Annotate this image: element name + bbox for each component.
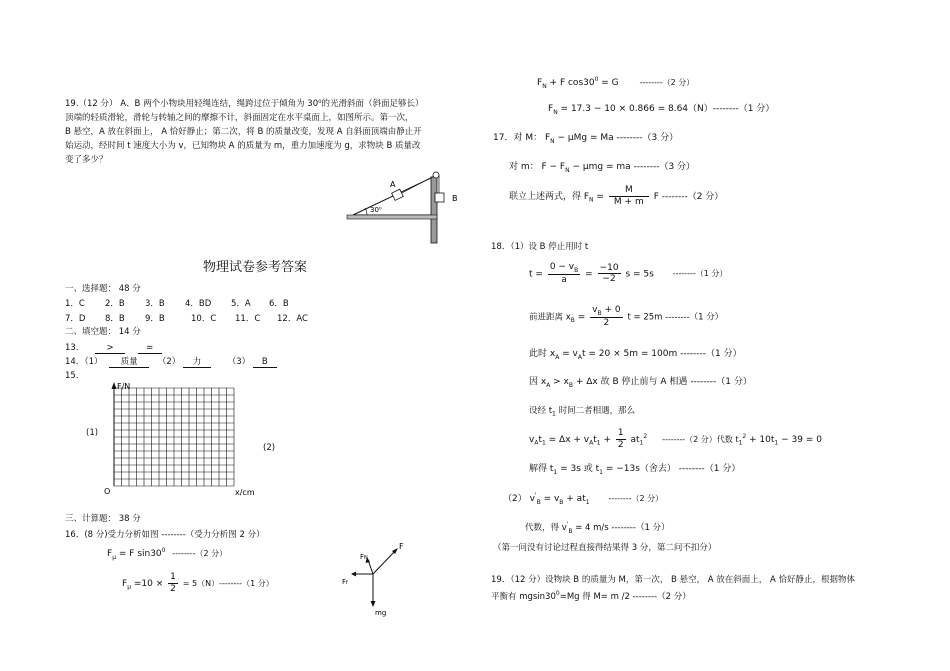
eq-sub: B bbox=[570, 317, 575, 325]
q13-answer bbox=[65, 343, 162, 354]
eq-text: = 3s 或 t bbox=[557, 464, 600, 474]
eq-text: t bbox=[593, 434, 597, 445]
q18-eq-3 bbox=[529, 349, 742, 361]
label-text: F bbox=[342, 578, 347, 586]
eq-sub: 1 bbox=[596, 439, 601, 447]
mc-answer: 10．C bbox=[191, 314, 217, 324]
eq-sub: 1 bbox=[553, 468, 558, 476]
eq-sub: 1 bbox=[541, 439, 546, 447]
eq-text: 代数，得 v bbox=[525, 523, 567, 533]
eq-text: F bbox=[107, 549, 113, 559]
graph-x-label: x/cm bbox=[235, 488, 255, 497]
q18-heading: 18．（1）设 B 停止用时 t bbox=[491, 242, 589, 252]
eq-r2 bbox=[548, 104, 774, 116]
eq-text: = bbox=[585, 269, 593, 280]
frac-den: 2 bbox=[603, 317, 610, 328]
eq-text: at bbox=[630, 434, 640, 445]
q19-answer-line-2 bbox=[491, 590, 691, 602]
eq-text: t = 20 × 5m = 100m --------（1 分） bbox=[582, 349, 742, 359]
incline-diagram bbox=[345, 165, 470, 245]
q18-eq-6 bbox=[529, 428, 822, 451]
mc-answer: 6．B bbox=[269, 299, 289, 309]
frac-den: 2 bbox=[170, 583, 176, 594]
section2-heading: 二、填空题： 14 分 bbox=[65, 327, 141, 337]
frac-den: a bbox=[561, 274, 567, 285]
q14-blank-1: 质量 bbox=[109, 357, 149, 368]
q18-note: （第一问没有讨论过程直接得结果得 3 分，第二问不扣分） bbox=[493, 543, 717, 553]
eq-text: = G bbox=[598, 78, 619, 88]
eq-score: --------（2 分）代数 t bbox=[662, 434, 739, 444]
mc-answer: 2．B bbox=[105, 299, 125, 309]
label-text: F bbox=[360, 553, 365, 561]
eq-sup: ' bbox=[534, 492, 537, 499]
section1-heading: 一、选择题： 48 分 bbox=[65, 284, 141, 294]
graph-origin: O bbox=[104, 487, 111, 496]
force-f-label: F bbox=[399, 542, 404, 551]
eq-score: --------（2 分） bbox=[639, 78, 695, 87]
frac-den: M + m bbox=[613, 196, 644, 207]
eq-text: − 39 = 0 bbox=[778, 434, 822, 445]
eq-sub: N bbox=[542, 82, 547, 90]
eq-score: --------（1 分） bbox=[672, 269, 728, 279]
q14-blank-3: B bbox=[253, 357, 277, 368]
q16-eq-2 bbox=[122, 572, 274, 595]
mc-answer: 7．D bbox=[65, 314, 86, 324]
eq-sub: μ bbox=[112, 553, 117, 561]
graph-mark-1: (1) bbox=[86, 428, 99, 438]
q17-eq-2 bbox=[509, 162, 695, 174]
q18-eq-4 bbox=[529, 377, 752, 389]
q14-label: 14．（1） bbox=[65, 357, 103, 367]
eq-text: F bbox=[537, 78, 543, 88]
eq-text: =Mg 得 M= m /2 --------（2 分） bbox=[559, 591, 691, 602]
label-sub: f bbox=[346, 580, 348, 586]
mc-row-1 bbox=[65, 299, 309, 309]
mc-answer: 4．BD bbox=[185, 299, 212, 309]
eq-sub: A bbox=[534, 439, 539, 447]
q15-label: 15． bbox=[65, 371, 85, 381]
q19-line-1: 19.（12 分） A、B 两个小物块用轻绳连结，绳跨过位于倾角为 30⁰的光滑斜面（斜面足够长） bbox=[65, 99, 424, 109]
eq-text: + 10t bbox=[746, 434, 775, 445]
eq-sup: 0 bbox=[555, 590, 560, 597]
eq-sub: 1 bbox=[738, 439, 743, 447]
eq-sub: B bbox=[597, 309, 602, 317]
eq-text: = 5（N）--------（1 分） bbox=[182, 578, 274, 588]
eq-text: 联立上述两式，得 F bbox=[509, 191, 590, 202]
q19-line-2: 顶端的轻质滑轮，滑轮与转轴之间的摩擦不计，斜面固定在水平桌面上，如图所示。第一次， bbox=[65, 113, 414, 123]
eq-text: v bbox=[529, 434, 535, 445]
eq-text: − μMg = Ma --------（3 分） bbox=[554, 133, 679, 143]
eq-sub: μ bbox=[127, 583, 132, 591]
eq-fraction bbox=[548, 262, 580, 286]
q19-line-3: B 悬空，A 放在斜面上， A 恰好静止；第二次，将 B 的质量改变，发现 A 自斜面顶端由静止开 bbox=[65, 127, 422, 137]
graph-mark-2: (2) bbox=[263, 443, 276, 453]
q15-graph bbox=[80, 378, 280, 503]
frac-num: −10 bbox=[599, 262, 619, 273]
eq-sub: N bbox=[589, 196, 594, 204]
eq-text: + bbox=[600, 434, 612, 445]
eq-text: 因 x bbox=[529, 377, 547, 387]
eq-fraction bbox=[609, 185, 649, 208]
graph-y-label: F/N bbox=[117, 382, 131, 391]
eq-text: = v bbox=[559, 349, 578, 359]
eq-text: =10 × bbox=[131, 578, 164, 589]
mc-answer: 5．A bbox=[231, 299, 251, 309]
eq-score: --------（2 分） bbox=[172, 549, 228, 558]
eq-text: 0 − v bbox=[549, 262, 575, 272]
eq-fraction bbox=[598, 263, 621, 286]
eq-text: + 0 bbox=[601, 305, 621, 315]
eq-text: 平衡有 mgsin30 bbox=[491, 591, 556, 602]
q19-line-5: 变了多少？ bbox=[65, 155, 108, 165]
eq-text: t = bbox=[529, 269, 543, 280]
eq-fraction bbox=[616, 428, 626, 451]
q18-eq-1 bbox=[529, 262, 727, 286]
q18-part-2 bbox=[503, 492, 663, 506]
eq-text: t = 25m --------（1 分） bbox=[627, 312, 724, 323]
eq-text: = F sin30 bbox=[116, 549, 162, 559]
eq-sub: A bbox=[555, 353, 560, 361]
eq-r1 bbox=[537, 76, 694, 90]
frac-num bbox=[590, 305, 622, 318]
eq-sup: 0 bbox=[161, 547, 166, 554]
eq-sup: ' bbox=[566, 521, 569, 528]
q13-blank-2: = bbox=[138, 343, 162, 354]
eq-sub: N bbox=[565, 166, 570, 174]
eq-text: > x bbox=[550, 377, 569, 387]
eq-sub: N bbox=[553, 108, 558, 116]
eq-text: + Δx 故 B 停止前与 A 相遇 --------（1 分） bbox=[573, 377, 752, 387]
eq-text: 解得 t bbox=[529, 464, 554, 474]
frac-den: −2 bbox=[602, 274, 616, 285]
q17-eq-1 bbox=[493, 133, 678, 145]
frac-num bbox=[548, 262, 580, 275]
frac-num: 1 bbox=[170, 572, 176, 582]
eq-text: = v bbox=[540, 494, 560, 504]
incline-label-angle: 30⁰ bbox=[370, 206, 382, 214]
eq-text: 前进距离 x bbox=[529, 312, 571, 323]
eq-fraction bbox=[590, 305, 622, 329]
eq-fraction bbox=[168, 572, 178, 595]
eq-sub: A bbox=[589, 439, 594, 447]
mc-answer: 11．C bbox=[235, 314, 261, 324]
frac-num: M bbox=[609, 185, 649, 197]
q18-eq-2 bbox=[529, 305, 723, 329]
eq-sub: 1 bbox=[585, 498, 590, 506]
mc-answer: 9．B bbox=[145, 314, 165, 324]
q14-part-3: （3） bbox=[227, 357, 251, 367]
eq-sub: B bbox=[568, 527, 573, 535]
eq-sub: B bbox=[568, 381, 574, 389]
force-diagram bbox=[340, 540, 420, 618]
eq-sub: A bbox=[546, 381, 551, 389]
eq-text: v bbox=[592, 305, 598, 315]
eq-text: 此时 x bbox=[529, 349, 556, 359]
q14-blank-2: 力 bbox=[183, 357, 211, 368]
force-mg-label: mg bbox=[375, 609, 387, 617]
q19-line-4: 始运动，经时间 t 速度大小为 v，已知物块 A 的质量为 m，重力加速度为 g，求物块 B 质量改 bbox=[65, 141, 421, 151]
q14-answer bbox=[65, 357, 277, 368]
force-ff-label bbox=[342, 578, 348, 586]
eq-text: + at bbox=[563, 494, 586, 504]
mc-answer: 8．B bbox=[105, 314, 125, 324]
eq-text: = −13s（舍去） --------（1 分） bbox=[602, 464, 741, 474]
eq-score: --------（2 分） bbox=[608, 494, 664, 503]
q14-part-2: （2） bbox=[157, 357, 181, 367]
eq-text: − μmg = ma --------（3 分） bbox=[569, 162, 696, 172]
q16-heading: 16．(8 分)受力分析如图 --------（受力分析图 2 分） bbox=[65, 530, 265, 540]
eq-text: F --------（2 分） bbox=[653, 191, 724, 202]
mc-answer: 12．AC bbox=[277, 314, 308, 324]
eq-text: = Δx + v bbox=[545, 434, 590, 445]
eq-sup: 0 bbox=[594, 76, 599, 83]
eq-text: s = 5s bbox=[625, 269, 654, 280]
q17-eq-3 bbox=[509, 185, 723, 208]
eq-sub: N bbox=[550, 137, 555, 145]
eq-text: 时间二者相遇，那么 bbox=[555, 406, 636, 416]
mc-row-2 bbox=[65, 314, 317, 324]
force-fn-label bbox=[360, 553, 368, 561]
mc-answer: 3．B bbox=[145, 299, 165, 309]
mc-answer: 1．C bbox=[65, 299, 85, 309]
eq-text: 17．对 M： F bbox=[493, 133, 551, 143]
eq-text: = 4 m/s --------（1 分） bbox=[572, 523, 670, 533]
eq-text: = bbox=[574, 312, 586, 323]
eq-text: = 17.3 − 10 × 0.866 = 8.64（N）--------（1 分） bbox=[557, 104, 775, 114]
eq-text: + F cos30 bbox=[546, 78, 595, 88]
eq-sub: 1 bbox=[552, 410, 556, 418]
eq-text: F bbox=[548, 104, 554, 114]
eq-sub: B bbox=[559, 498, 564, 506]
q18-part-3 bbox=[525, 521, 670, 535]
eq-text: （2） v bbox=[503, 494, 535, 504]
eq-sup: 2 bbox=[643, 432, 648, 440]
eq-sub: 1 bbox=[774, 439, 779, 447]
eq-sub: 1 bbox=[599, 468, 603, 476]
incline-label-b: B bbox=[452, 194, 458, 203]
eq-text: = bbox=[593, 191, 604, 202]
q13-label: 13． bbox=[65, 343, 85, 353]
answer-title: 物理试卷参考答案 bbox=[203, 260, 308, 275]
label-sub: N bbox=[364, 555, 368, 561]
frac-den: 2 bbox=[617, 439, 624, 450]
q13-blank-1: > bbox=[95, 343, 125, 354]
eq-sub: B bbox=[536, 498, 541, 506]
eq-text: t bbox=[538, 434, 542, 445]
q19-answer-line-1: 19．（12 分）设物块 B 的质量为 M，第一次， B 悬空， A 放在斜面上， A 恰好静止，根据物体 bbox=[491, 575, 856, 585]
eq-sup: 2 bbox=[742, 432, 747, 440]
eq-text: 设经 t bbox=[529, 406, 553, 416]
eq-sub: 1 bbox=[639, 439, 644, 447]
eq-text: F bbox=[122, 578, 128, 589]
section3-heading: 三、计算题： 38 分 bbox=[65, 514, 141, 524]
q18-eq-7 bbox=[529, 464, 740, 476]
eq-sub: B bbox=[574, 266, 579, 274]
frac-num: 1 bbox=[617, 428, 624, 438]
q16-eq-1 bbox=[107, 547, 227, 561]
incline-label-a: A bbox=[390, 180, 396, 189]
q18-eq-5 bbox=[529, 406, 635, 418]
eq-sub: A bbox=[577, 353, 582, 361]
eq-text: 对 m： F − F bbox=[509, 162, 566, 172]
